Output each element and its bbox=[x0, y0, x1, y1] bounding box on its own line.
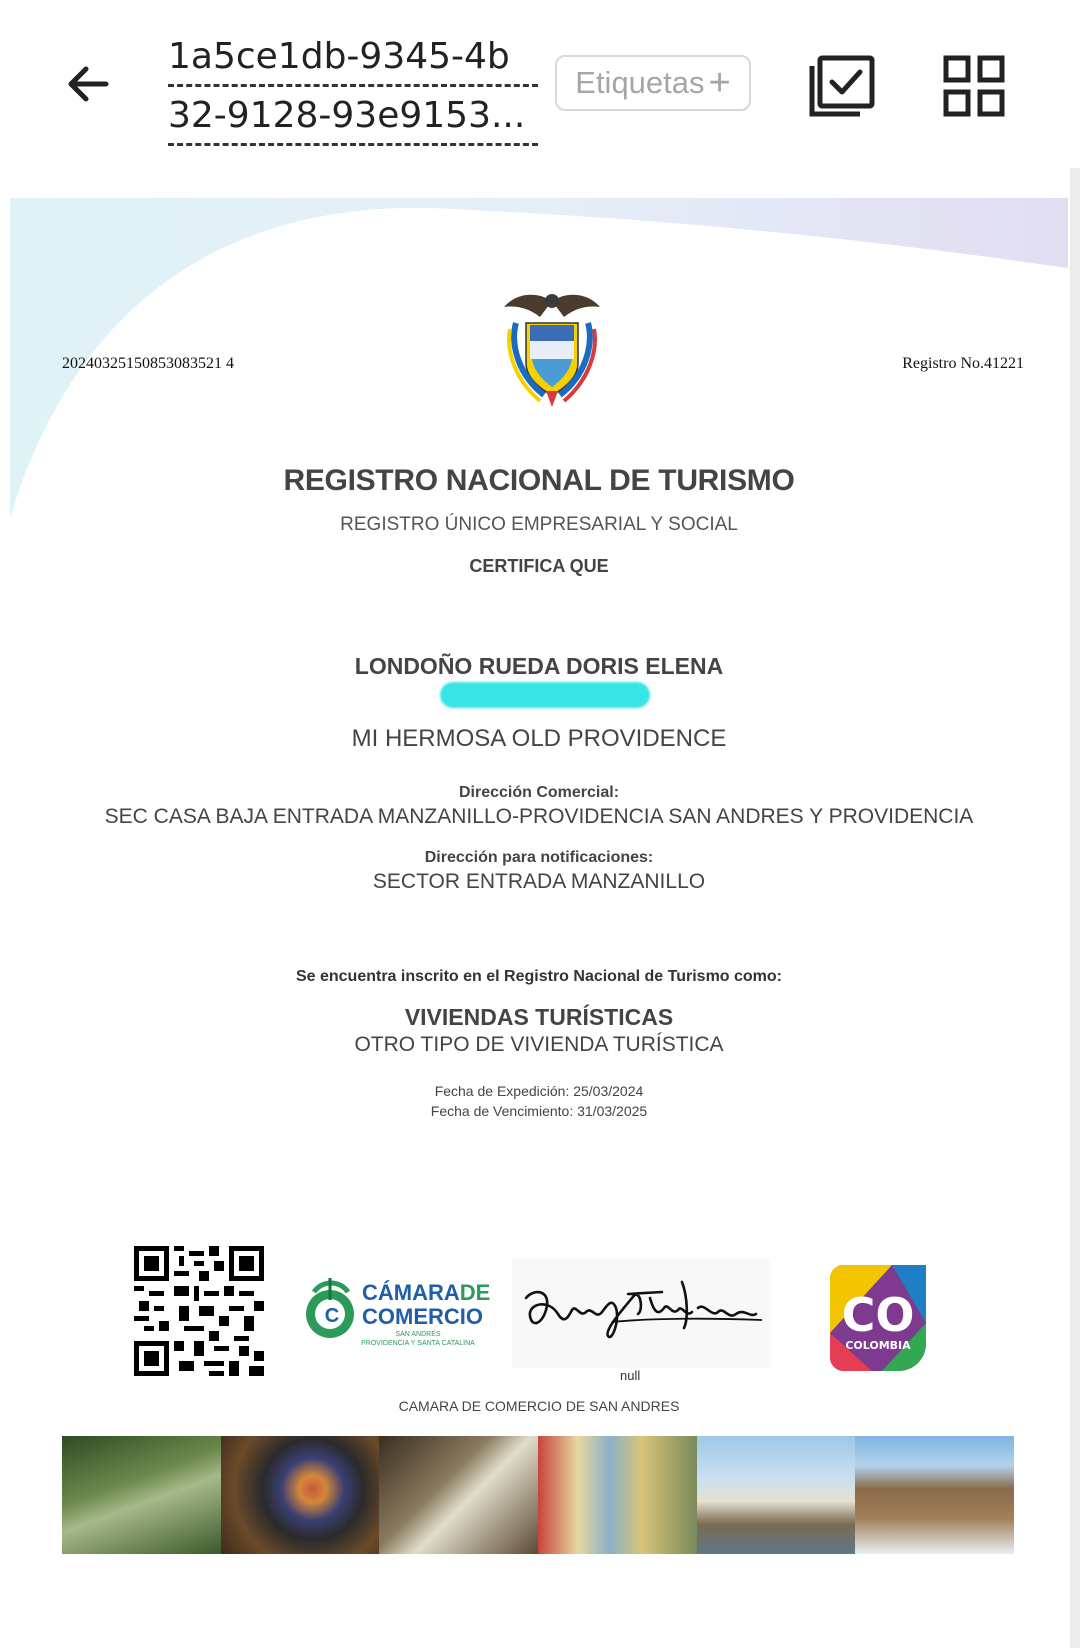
registration-number: Registro No.41221 bbox=[902, 355, 1024, 372]
document-viewer[interactable] bbox=[0, 168, 1080, 1648]
photo-cathedral-waterfront bbox=[697, 1436, 856, 1554]
holder-name: LONDOÑO RUEDA DORIS ELENA bbox=[354, 653, 724, 679]
coat-of-arms-icon bbox=[496, 283, 608, 409]
commercial-address: SEC CASA BAJA ENTRADA MANZANILLO-PROVIDENCIA SAN ANDRES Y PROVIDENCIA bbox=[104, 805, 974, 828]
colombia-brand-logo bbox=[822, 1263, 934, 1373]
svg-text:COMERCIO: COMERCIO bbox=[362, 1304, 483, 1329]
select-check-icon[interactable] bbox=[806, 52, 878, 124]
issue-date: Fecha de Expedición: 25/03/2024 bbox=[434, 1083, 644, 1099]
svg-text:CO: CO bbox=[841, 1288, 915, 1342]
svg-text:C: C bbox=[324, 1305, 340, 1327]
certificate-subtitle: REGISTRO ÚNICO EMPRESARIAL Y SOCIAL bbox=[340, 514, 738, 535]
signature-label: null bbox=[620, 1368, 641, 1383]
document-number: 20240325150853083521 4 bbox=[62, 355, 234, 372]
document-title-line-2: 32-9128-93e9153... bbox=[168, 87, 538, 146]
grid-view-icon[interactable] bbox=[940, 52, 1008, 120]
photo-people bbox=[379, 1436, 538, 1554]
photo-strip bbox=[62, 1436, 1014, 1554]
svg-text:COLOMBIA: COLOMBIA bbox=[845, 1339, 911, 1352]
qr-code-icon[interactable] bbox=[134, 1246, 264, 1376]
certifies-heading: CERTIFICA QUE bbox=[469, 556, 609, 576]
app-bar bbox=[0, 0, 1080, 168]
photo-rock-formation bbox=[855, 1436, 1014, 1554]
photo-forest-path bbox=[62, 1436, 221, 1554]
issuer-name: CAMARA DE COMERCIO DE SAN ANDRES bbox=[398, 1398, 680, 1414]
tags-button[interactable] bbox=[555, 55, 751, 111]
tags-label: Etiquetas bbox=[575, 65, 705, 100]
redaction-mark bbox=[440, 682, 650, 708]
tourism-subcategory: OTRO TIPO DE VIVIENDA TURÍSTICA bbox=[354, 1033, 724, 1056]
signature bbox=[512, 1258, 770, 1368]
registered-as-label: Se encuentra inscrito en el Registro Nacional de Turismo como: bbox=[295, 968, 783, 985]
svg-text:PROVIDENCIA Y SANTA CATALINA: PROVIDENCIA Y SANTA CATALINA bbox=[361, 1340, 475, 1347]
certificate-page bbox=[10, 198, 1068, 1578]
commercial-address-label: Dirección Comercial: bbox=[458, 784, 620, 801]
notification-address-label: Dirección para notificaciones: bbox=[424, 849, 654, 866]
expiry-date: Fecha de Vencimiento: 31/03/2025 bbox=[430, 1103, 648, 1119]
scrollbar[interactable] bbox=[1070, 168, 1080, 1648]
notification-address: SECTOR ENTRADA MANZANILLO bbox=[372, 870, 706, 893]
photo-condor-bird bbox=[221, 1436, 380, 1554]
svg-text:SAN ANDRÉS: SAN ANDRÉS bbox=[395, 1331, 441, 1338]
certificate-title: REGISTRO NACIONAL DE TURISMO bbox=[283, 464, 795, 497]
document-title-line-1: 1a5ce1db-9345-4b bbox=[168, 28, 538, 87]
plus-icon: + bbox=[708, 62, 731, 104]
back-arrow-icon bbox=[64, 60, 112, 108]
business-name: MI HERMOSA OLD PROVIDENCE bbox=[351, 725, 727, 752]
svg-text:CÁMARADE: CÁMARADE bbox=[362, 1280, 491, 1305]
photo-colonial-street bbox=[538, 1436, 697, 1554]
tourism-category: VIVIENDAS TURÍSTICAS bbox=[404, 1004, 674, 1030]
document-title[interactable] bbox=[168, 28, 538, 146]
camara-de-comercio-logo bbox=[300, 1270, 500, 1354]
back-button[interactable] bbox=[56, 52, 120, 116]
